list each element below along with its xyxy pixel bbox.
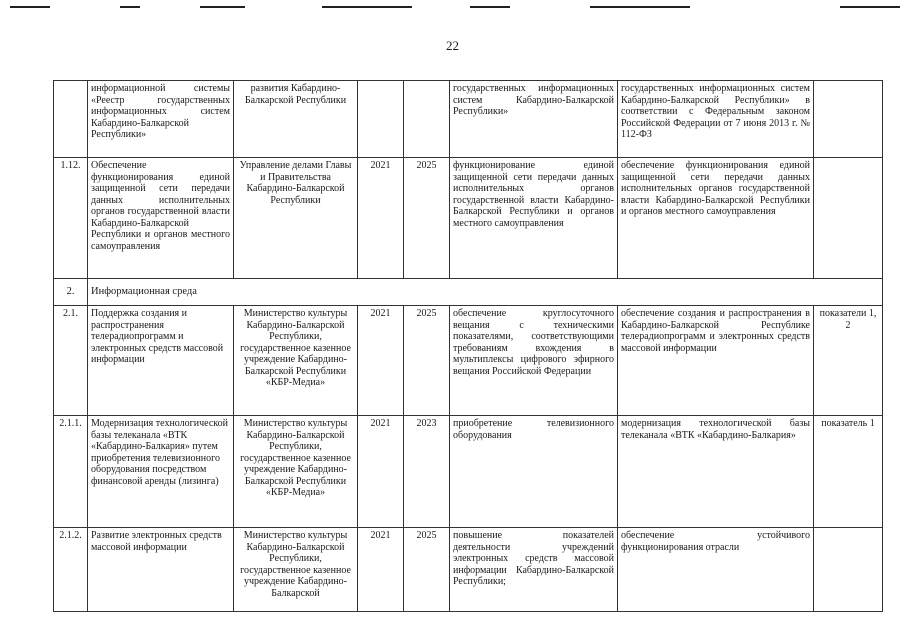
cell-indicators: показатель 1 xyxy=(814,416,883,528)
cell-start xyxy=(358,81,404,158)
section-num: 2. xyxy=(54,279,88,306)
table-row xyxy=(54,416,883,528)
cell-start: 2021 xyxy=(358,416,404,528)
section-title: Информационная среда xyxy=(88,279,883,306)
table-row xyxy=(54,158,883,279)
cell-indicators xyxy=(814,158,883,279)
cell-executor: Управление делами Главы и Правительства Кабардино-Балкарской Республики xyxy=(234,158,358,279)
cell-start: 2021 xyxy=(358,528,404,612)
top-rule-3 xyxy=(200,6,245,8)
table-row xyxy=(54,81,883,158)
cell-end: 2025 xyxy=(404,158,450,279)
cell-end xyxy=(404,81,450,158)
cell-connection: обеспечение функционирования единой защищенной сети передачи данных исполнительных органов государственной власти Кабардино-Балкарской Республики и органов местного самоуправления xyxy=(618,158,814,279)
top-rule-4 xyxy=(322,6,412,8)
cell-end: 2023 xyxy=(404,416,450,528)
cell-name: информационной системы «Реестр государственных информационных систем Кабардино-Балкарской Республики» xyxy=(88,81,234,158)
cell-end: 2025 xyxy=(404,306,450,416)
cell-executor: Министерство культуры Кабардино-Балкарской Республики, государственное казенное учреждение Кабардино-Балкарской Республики «КБР-Медиа» xyxy=(234,306,358,416)
cell-end: 2025 xyxy=(404,528,450,612)
cell-result: государственных информационных систем Кабардино-Балкарской Республики» xyxy=(450,81,618,158)
cell-connection: обеспечение устойчивого функционирования отрасли xyxy=(618,528,814,612)
page-number: 22 xyxy=(446,38,459,53)
cell-indicators xyxy=(814,528,883,612)
cell-start: 2021 xyxy=(358,158,404,279)
cell-name: Модернизация технологической базы телеканала «ВТК «Кабардино-Балкария» путем приобретения телевизионного оборудования посредством финансовой аренды (лизинга) xyxy=(88,416,234,528)
cell-start: 2021 xyxy=(358,306,404,416)
cell-num: 2.1.1. xyxy=(54,416,88,528)
cell-executor: Министерство культуры Кабардино-Балкарской Республики, государственное казенное учреждение Кабардино-Балкарской xyxy=(234,528,358,612)
cell-connection: модернизация технологической базы телеканала «ВТК «Кабардино-Балкария» xyxy=(618,416,814,528)
top-rule-6 xyxy=(590,6,690,8)
table-row xyxy=(54,528,883,612)
section-row xyxy=(54,279,883,306)
cell-indicators xyxy=(814,81,883,158)
cell-result: приобретение телевизионного оборудования xyxy=(450,416,618,528)
cell-num xyxy=(54,81,88,158)
top-rule-1 xyxy=(10,6,50,8)
program-table xyxy=(53,80,883,612)
cell-num: 2.1. xyxy=(54,306,88,416)
cell-indicators: показатели 1, 2 xyxy=(814,306,883,416)
cell-name: Обеспечение функционирования единой защищенной сети передачи данных исполнительных органов государственной власти Кабардино-Балкарской Республики и органов местного самоуправления xyxy=(88,158,234,279)
cell-name: Поддержка создания и распространения телерадиопрограмм и электронных средств массовой информации xyxy=(88,306,234,416)
cell-executor: развития Кабардино-Балкарской Республики xyxy=(234,81,358,158)
cell-connection: обеспечение создания и распространения в Кабардино-Балкарской Республике телерадиопрограмм и электронных средств массовой информации xyxy=(618,306,814,416)
cell-num: 1.12. xyxy=(54,158,88,279)
cell-result: обеспечение круглосуточного вещания с техническими показателями, соответствующими требованиям вхождения в мультиплексы цифрового эфирного вещания Российской Федерации xyxy=(450,306,618,416)
cell-result: функционирование единой защищенной сети передачи данных исполнительных органов государственной власти Кабардино-Балкарской Республики и органов местного самоуправления xyxy=(450,158,618,279)
cell-executor: Министерство культуры Кабардино-Балкарской Республики, государственное казенное учреждение Кабардино-Балкарской Республики «КБР-Медиа» xyxy=(234,416,358,528)
cell-name: Развитие электронных средств массовой информации xyxy=(88,528,234,612)
cell-num: 2.1.2. xyxy=(54,528,88,612)
table-row xyxy=(54,306,883,416)
top-rule-2 xyxy=(120,6,140,8)
cell-connection: государственных информационных систем Кабардино-Балкарской Республики» в соответствии с Федеральным законом Российской Федерации от 7 июня 2013 г. № 112-ФЗ xyxy=(618,81,814,158)
top-rule-7 xyxy=(840,6,900,8)
top-rule-5 xyxy=(470,6,510,8)
cell-result: повышение показателей деятельности учреждений электронных средств массовой информации Кабардино-Балкарской Республики; xyxy=(450,528,618,612)
